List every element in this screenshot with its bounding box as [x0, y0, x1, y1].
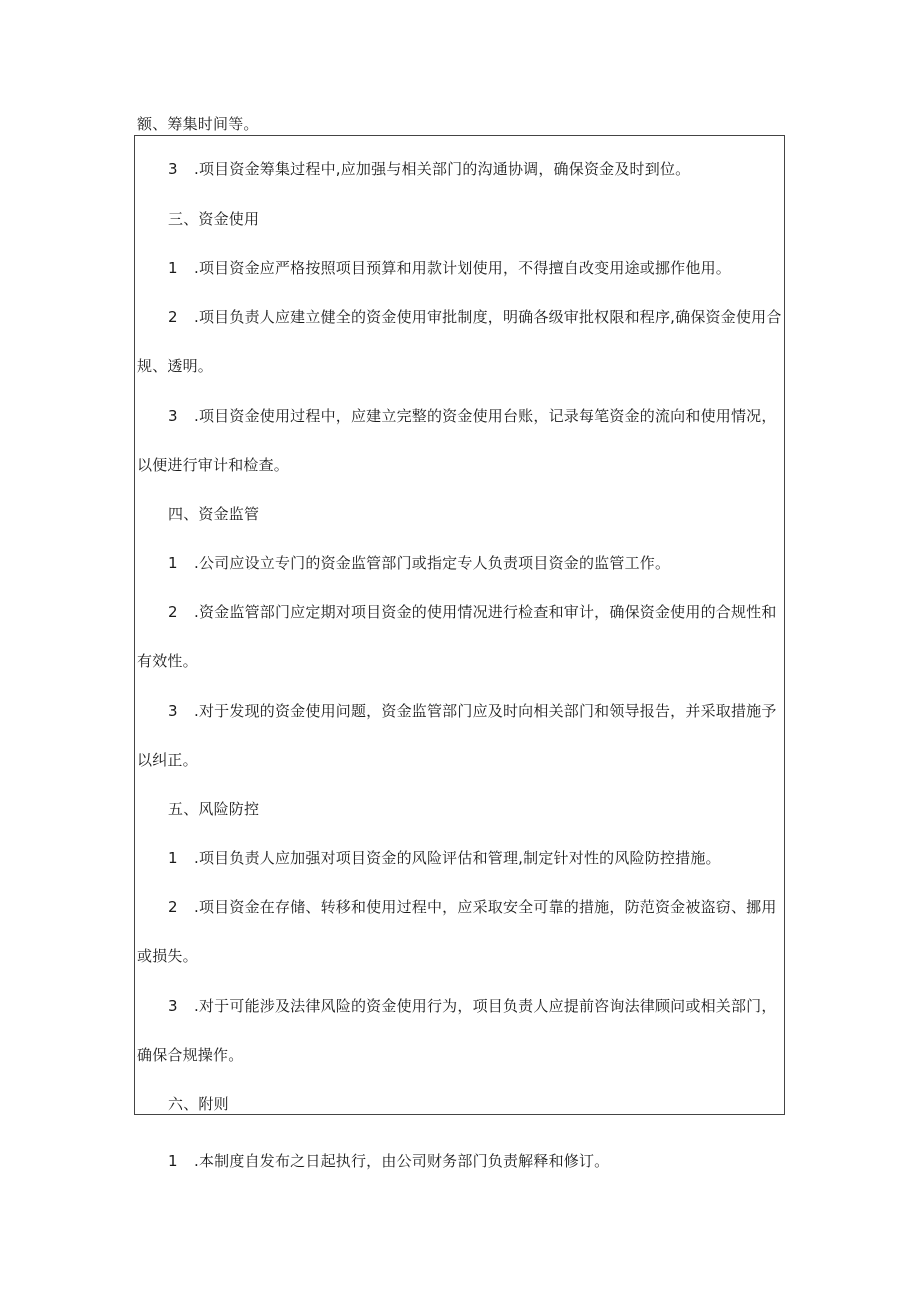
section-heading: 五、风险防控: [168, 800, 260, 818]
list-item: [168, 553, 670, 573]
item-text: .项目资金在存储、转移和使用过程中，应采取安全可靠的措施，防范资金被盗窃、挪用: [194, 898, 777, 916]
item-text: .项目负责人应加强对项目资金的风险评估和管理,制定针对性的风险防控措施。: [194, 849, 721, 867]
item-continuation: 有效性。: [137, 652, 198, 670]
item-number: 1: [168, 1152, 178, 1170]
list-item: [168, 996, 777, 1016]
item-number: 3: [168, 407, 178, 425]
list-item: [168, 406, 777, 426]
list-item: [168, 848, 721, 868]
item-number: 3: [168, 160, 178, 178]
item-number: 1: [168, 259, 178, 277]
item-continuation: 或损失。: [137, 947, 198, 965]
content-box: [134, 135, 785, 1115]
section-heading: 六、附则: [168, 1095, 229, 1113]
item-text: .资金监管部门应定期对项目资金的使用情况进行检查和审计，确保资金使用的合规性和: [194, 603, 777, 621]
item-text: .公司应设立专门的资金监管部门或指定专人负责项目资金的监管工作。: [194, 554, 671, 572]
list-item: [168, 602, 777, 622]
item-text: .项目资金应严格按照项目预算和用款计划使用，不得擅自改变用途或挪作他用。: [194, 259, 731, 277]
item-text: .本制度自发布之日起执行，由公司财务部门负责解释和修订。: [194, 1152, 610, 1170]
item-continuation: 规、透明。: [137, 357, 214, 375]
list-item: [168, 1151, 609, 1171]
list-item: [168, 897, 777, 917]
item-number: 3: [168, 997, 178, 1015]
item-text: .项目资金使用过程中，应建立完整的资金使用台账，记录每笔资金的流向和使用情况，: [194, 407, 777, 425]
item-continuation: 以便进行审计和检查。: [137, 456, 290, 474]
item-text: .对于发现的资金使用问题，资金监管部门应及时向相关部门和领导报告，并采取措施予: [194, 702, 777, 720]
list-item: [168, 701, 777, 721]
item-number: 1: [168, 849, 178, 867]
item-number: 2: [168, 603, 178, 621]
item-text: .对于可能涉及法律风险的资金使用行为，项目负责人应提前咨询法律顾问或相关部门，: [194, 997, 777, 1015]
item-number: 2: [168, 308, 178, 326]
item-number: 1: [168, 554, 178, 572]
item-number: 2: [168, 898, 178, 916]
list-item: [168, 307, 782, 327]
item-text: .项目资金筹集过程中,应加强与相关部门的沟通协调，确保资金及时到位。: [194, 160, 691, 178]
section-heading: 四、资金监管: [168, 505, 260, 523]
carry-over-line: 额、筹集时间等。: [137, 115, 259, 133]
item-continuation: 确保合规操作。: [137, 1046, 244, 1064]
list-item: [168, 159, 690, 179]
item-number: 3: [168, 702, 178, 720]
item-text: .项目负责人应建立健全的资金使用审批制度，明确各级审批权限和程序,确保资金使用合: [194, 308, 782, 326]
item-continuation: 以纠正。: [137, 751, 198, 769]
list-item: [168, 258, 731, 278]
section-heading: 三、资金使用: [168, 210, 260, 228]
